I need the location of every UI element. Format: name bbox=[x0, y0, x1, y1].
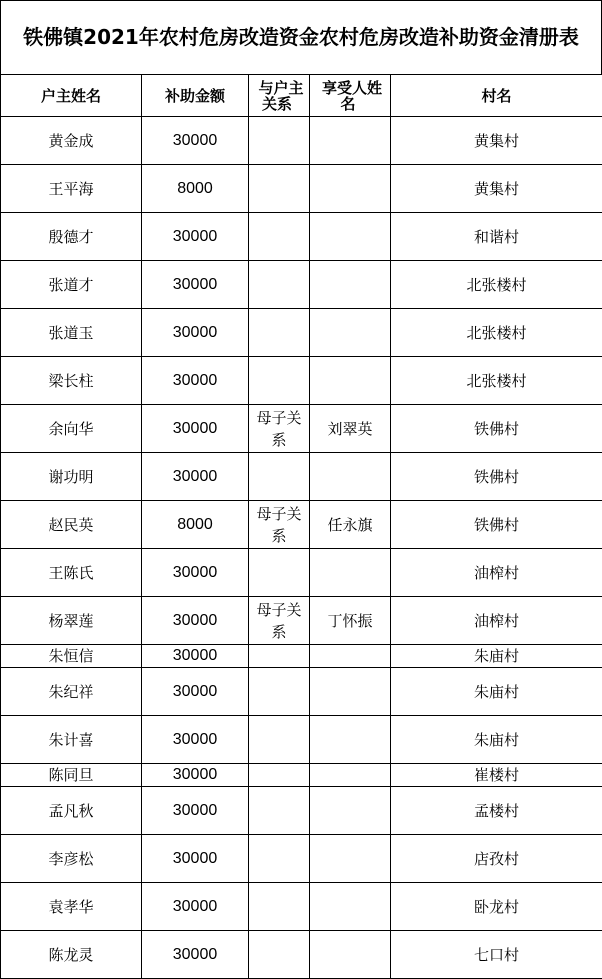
cell-amount: 30000 bbox=[142, 309, 249, 357]
table-row bbox=[1, 931, 602, 979]
cell-beneficiary bbox=[310, 835, 391, 883]
cell-beneficiary bbox=[310, 117, 391, 165]
table-row bbox=[1, 668, 602, 716]
cell-amount: 30000 bbox=[142, 453, 249, 501]
cell-owner: 黄金成 bbox=[1, 117, 142, 165]
cell-owner: 朱计喜 bbox=[1, 716, 142, 764]
cell-owner: 陈同旦 bbox=[1, 764, 142, 787]
cell-relation bbox=[249, 716, 310, 764]
table-row bbox=[1, 261, 602, 309]
cell-owner: 王陈氏 bbox=[1, 549, 142, 597]
cell-beneficiary: 刘翠英 bbox=[310, 405, 391, 453]
cell-relation bbox=[249, 309, 310, 357]
cell-beneficiary bbox=[310, 453, 391, 501]
cell-amount: 30000 bbox=[142, 883, 249, 931]
cell-beneficiary bbox=[310, 787, 391, 835]
cell-relation: 母子关系 bbox=[249, 501, 310, 549]
table-row bbox=[1, 597, 602, 645]
table-row bbox=[1, 165, 602, 213]
cell-owner: 赵民英 bbox=[1, 501, 142, 549]
sheet-title: 铁佛镇2021年农村危房改造资金农村危房改造补助资金清册表 bbox=[0, 0, 602, 74]
cell-amount: 8000 bbox=[142, 165, 249, 213]
table-row bbox=[1, 453, 602, 501]
cell-relation bbox=[249, 453, 310, 501]
cell-village: 崔楼村 bbox=[391, 764, 602, 787]
cell-village: 北张楼村 bbox=[391, 309, 602, 357]
cell-village: 和谐村 bbox=[391, 213, 602, 261]
cell-amount: 30000 bbox=[142, 597, 249, 645]
cell-beneficiary bbox=[310, 764, 391, 787]
table-row bbox=[1, 645, 602, 668]
cell-owner: 张道才 bbox=[1, 261, 142, 309]
cell-village: 店孜村 bbox=[391, 835, 602, 883]
cell-amount: 30000 bbox=[142, 764, 249, 787]
table-row bbox=[1, 213, 602, 261]
cell-relation bbox=[249, 165, 310, 213]
cell-relation bbox=[249, 931, 310, 979]
table-row bbox=[1, 764, 602, 787]
cell-relation bbox=[249, 787, 310, 835]
header-village: 村名 bbox=[391, 75, 602, 117]
cell-village: 七口村 bbox=[391, 931, 602, 979]
cell-amount: 30000 bbox=[142, 645, 249, 668]
cell-amount: 30000 bbox=[142, 213, 249, 261]
table-row bbox=[1, 117, 602, 165]
cell-owner: 王平海 bbox=[1, 165, 142, 213]
table-row bbox=[1, 787, 602, 835]
cell-amount: 30000 bbox=[142, 668, 249, 716]
cell-beneficiary bbox=[310, 549, 391, 597]
cell-village: 黄集村 bbox=[391, 117, 602, 165]
cell-amount: 30000 bbox=[142, 787, 249, 835]
cell-relation bbox=[249, 835, 310, 883]
header-beneficiary: 享受人姓名 bbox=[310, 75, 391, 117]
cell-beneficiary bbox=[310, 261, 391, 309]
cell-relation bbox=[249, 764, 310, 787]
header-owner: 户主姓名 bbox=[1, 75, 142, 117]
cell-village: 朱庙村 bbox=[391, 716, 602, 764]
cell-relation bbox=[249, 549, 310, 597]
cell-village: 卧龙村 bbox=[391, 883, 602, 931]
cell-relation bbox=[249, 645, 310, 668]
cell-village: 朱庙村 bbox=[391, 645, 602, 668]
table-body bbox=[1, 117, 602, 979]
cell-beneficiary bbox=[310, 213, 391, 261]
cell-owner: 梁长柱 bbox=[1, 357, 142, 405]
cell-village: 油榨村 bbox=[391, 597, 602, 645]
table-row bbox=[1, 549, 602, 597]
cell-owner: 朱纪祥 bbox=[1, 668, 142, 716]
cell-beneficiary bbox=[310, 931, 391, 979]
cell-owner: 陈龙灵 bbox=[1, 931, 142, 979]
table-row bbox=[1, 501, 602, 549]
cell-beneficiary bbox=[310, 357, 391, 405]
cell-beneficiary bbox=[310, 645, 391, 668]
cell-beneficiary bbox=[310, 165, 391, 213]
cell-beneficiary bbox=[310, 883, 391, 931]
cell-amount: 30000 bbox=[142, 931, 249, 979]
cell-amount: 30000 bbox=[142, 117, 249, 165]
cell-village: 铁佛村 bbox=[391, 501, 602, 549]
cell-beneficiary: 丁怀振 bbox=[310, 597, 391, 645]
subsidy-table bbox=[0, 74, 602, 979]
cell-owner: 殷德才 bbox=[1, 213, 142, 261]
table-row bbox=[1, 357, 602, 405]
cell-relation bbox=[249, 261, 310, 309]
header-relation: 与户主关系 bbox=[249, 75, 310, 117]
cell-amount: 30000 bbox=[142, 405, 249, 453]
cell-beneficiary: 任永旗 bbox=[310, 501, 391, 549]
table-row bbox=[1, 835, 602, 883]
cell-owner: 张道玉 bbox=[1, 309, 142, 357]
cell-village: 铁佛村 bbox=[391, 405, 602, 453]
cell-relation bbox=[249, 883, 310, 931]
cell-amount: 8000 bbox=[142, 501, 249, 549]
cell-village: 铁佛村 bbox=[391, 453, 602, 501]
cell-village: 朱庙村 bbox=[391, 668, 602, 716]
cell-village: 北张楼村 bbox=[391, 261, 602, 309]
cell-amount: 30000 bbox=[142, 261, 249, 309]
cell-relation: 母子关系 bbox=[249, 405, 310, 453]
cell-relation: 母子关系 bbox=[249, 597, 310, 645]
cell-owner: 余向华 bbox=[1, 405, 142, 453]
cell-owner: 李彦松 bbox=[1, 835, 142, 883]
header-row bbox=[1, 75, 602, 117]
cell-owner: 朱恒信 bbox=[1, 645, 142, 668]
cell-beneficiary bbox=[310, 309, 391, 357]
cell-beneficiary bbox=[310, 716, 391, 764]
cell-owner: 谢功明 bbox=[1, 453, 142, 501]
cell-village: 黄集村 bbox=[391, 165, 602, 213]
cell-village: 孟楼村 bbox=[391, 787, 602, 835]
cell-owner: 袁孝华 bbox=[1, 883, 142, 931]
cell-owner: 孟凡秋 bbox=[1, 787, 142, 835]
cell-owner: 杨翠莲 bbox=[1, 597, 142, 645]
cell-relation bbox=[249, 213, 310, 261]
cell-relation bbox=[249, 357, 310, 405]
header-amount: 补助金额 bbox=[142, 75, 249, 117]
cell-village: 油榨村 bbox=[391, 549, 602, 597]
cell-amount: 30000 bbox=[142, 716, 249, 764]
cell-amount: 30000 bbox=[142, 549, 249, 597]
table-row bbox=[1, 309, 602, 357]
cell-village: 北张楼村 bbox=[391, 357, 602, 405]
cell-relation bbox=[249, 668, 310, 716]
cell-amount: 30000 bbox=[142, 357, 249, 405]
cell-relation bbox=[249, 117, 310, 165]
cell-beneficiary bbox=[310, 668, 391, 716]
table-row bbox=[1, 883, 602, 931]
table-row bbox=[1, 716, 602, 764]
cell-amount: 30000 bbox=[142, 835, 249, 883]
table-row bbox=[1, 405, 602, 453]
